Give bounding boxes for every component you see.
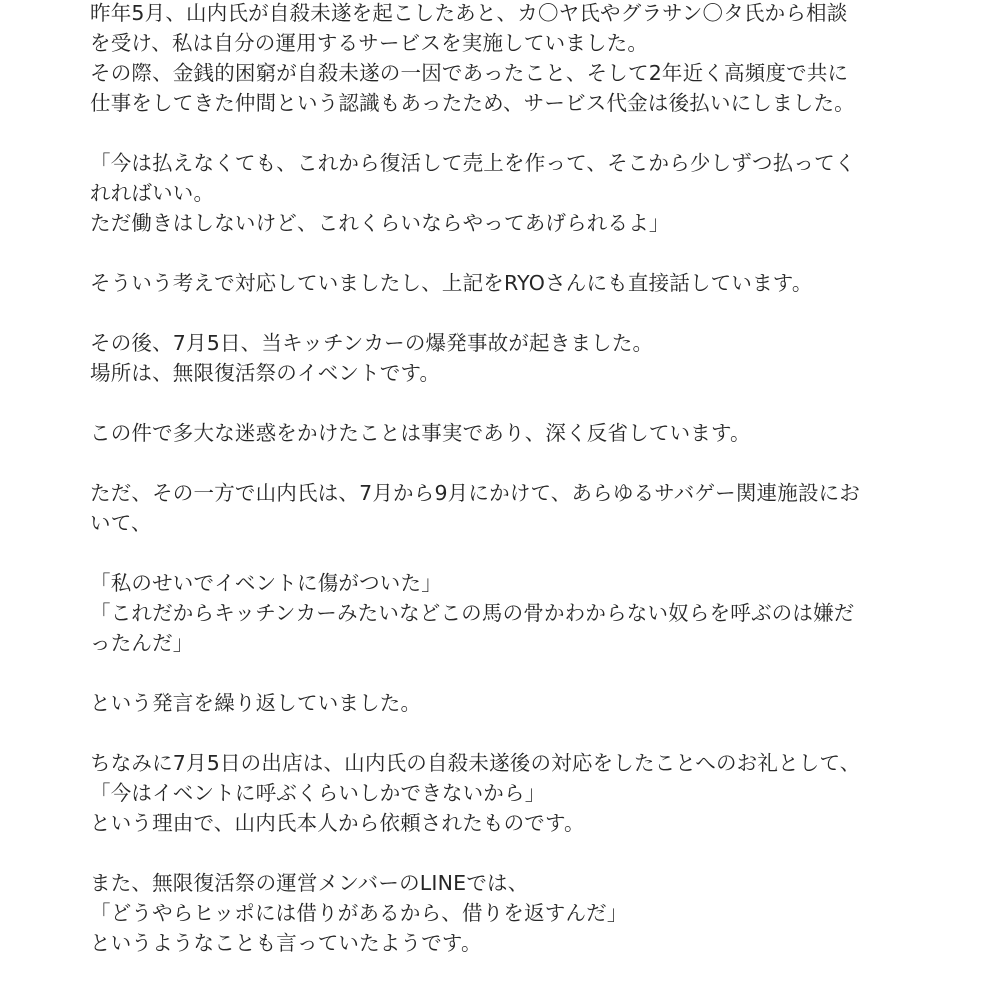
text-line: という発言を繰り返していました。 bbox=[90, 691, 422, 715]
text-line: を受け、私は自分の運用するサービスを実施していました。 bbox=[90, 31, 649, 55]
text-line: 昨年5月、山内氏が自殺未遂を起こしたあと、カ〇ヤ氏やグラサン〇タ氏から相談 bbox=[90, 1, 848, 25]
text-line: いて、 bbox=[90, 511, 152, 535]
text-line: この件で多大な迷惑をかけたことは事実であり、深く反省しています。 bbox=[90, 421, 751, 445]
text-line: 「どうやらヒッポには借りがあるから、借りを返すんだ」 bbox=[90, 901, 628, 925]
text-line: そういう考えで対応していましたし、上記をRYOさんにも直接話しています。 bbox=[90, 271, 813, 295]
text-line: ったんだ」 bbox=[90, 631, 194, 655]
blank-line bbox=[90, 118, 910, 148]
blank-line bbox=[90, 538, 910, 568]
text-line: 「今は払えなくても、これから復活して売上を作って、そこから少しずつ払ってく bbox=[90, 151, 856, 175]
text-line: ただ、その一方で山内氏は、7月から9月にかけて、あらゆるサバゲー関連施設にお bbox=[90, 481, 861, 505]
blank-line bbox=[90, 658, 910, 688]
document-body bbox=[90, 0, 910, 958]
text-line: れればいい。 bbox=[90, 181, 215, 205]
text-line: という理由で、山内氏本人から依頼されたものです。 bbox=[90, 811, 585, 835]
text-line: というようなことも言っていたようです。 bbox=[90, 931, 482, 955]
blank-line bbox=[90, 718, 910, 748]
blank-line bbox=[90, 838, 910, 868]
text-line: 「これだからキッチンカーみたいなどこの馬の骨かわからない奴らを呼ぶのは嫌だ bbox=[90, 601, 855, 625]
text-line: 場所は、無限復活祭のイベントです。 bbox=[90, 361, 441, 385]
text-line: 「私のせいでイベントに傷がついた」 bbox=[90, 571, 442, 595]
text-line: その後、7月5日、当キッチンカーの爆発事故が起きました。 bbox=[90, 331, 654, 355]
blank-line bbox=[90, 298, 910, 328]
blank-line bbox=[90, 238, 910, 268]
text-line: ちなみに7月5日の出店は、山内氏の自殺未遂後の対応をしたことへのお礼として、 bbox=[90, 751, 861, 775]
blank-line bbox=[90, 448, 910, 478]
text-line: 「今はイベントに呼ぶくらいしかできないから」 bbox=[90, 781, 546, 805]
text-line: その際、金銭的困窮が自殺未遂の一因であったこと、そして2年近く高頻度で共に bbox=[90, 61, 849, 85]
text-line: また、無限復活祭の運営メンバーのLINEでは、 bbox=[90, 871, 529, 895]
text-line: ただ働きはしないけど、これくらいならやってあげられるよ」 bbox=[90, 211, 670, 235]
text-line: 仕事をしてきた仲間という認識もあったため、サービス代金は後払いにしました。 bbox=[90, 91, 855, 115]
blank-line bbox=[90, 388, 910, 418]
